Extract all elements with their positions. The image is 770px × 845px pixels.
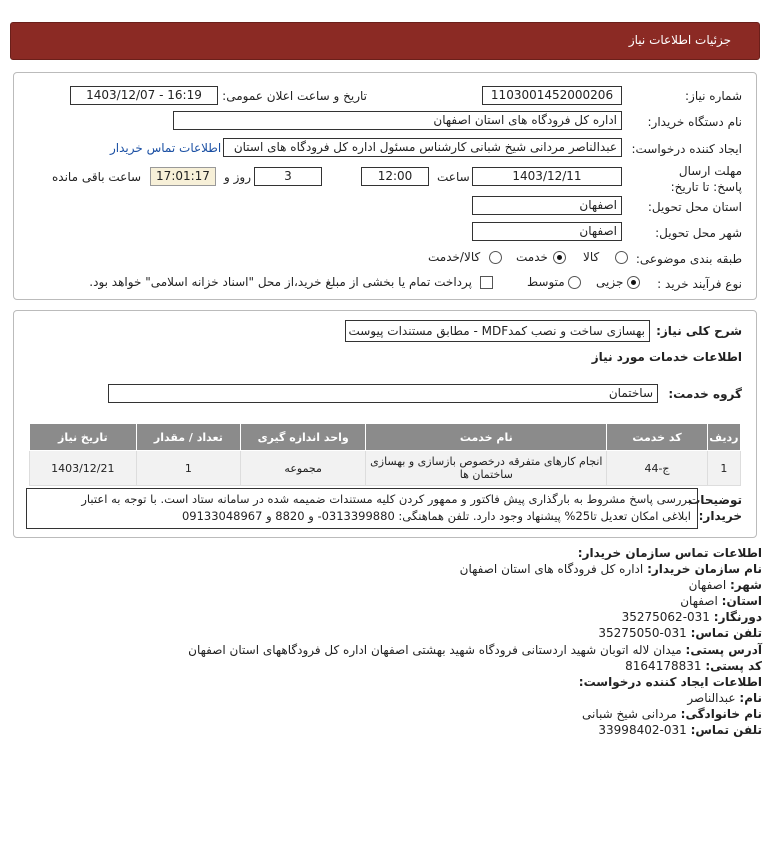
- name-label: نام:: [739, 690, 762, 705]
- process-radio-minor[interactable]: [627, 276, 640, 289]
- page-header: [10, 22, 760, 60]
- days-label: روز و: [224, 170, 251, 184]
- contact-city-label: شهر:: [730, 578, 762, 593]
- process-option-minor: جزیی: [596, 275, 624, 289]
- deadline-date-field: 1403/12/11: [472, 167, 622, 186]
- col-code: کد خدمت: [607, 424, 707, 451]
- org-value: اداره کل فرودگاه های استان اصفهان: [459, 562, 644, 577]
- remaining-label: ساعت باقی مانده: [52, 170, 142, 184]
- postal-label: کد پستی:: [705, 658, 762, 673]
- col-name: نام خدمت: [366, 424, 607, 451]
- process-radio-medium[interactable]: [568, 276, 581, 289]
- service-group-field: ساختمان: [108, 384, 658, 403]
- announce-field: 1403/12/07 - 16:19: [70, 86, 218, 105]
- contact-title: اطلاعات تماس سازمان خریدار:: [577, 546, 762, 560]
- days-field: 3: [254, 167, 322, 186]
- process-option-medium: متوسط: [527, 275, 565, 289]
- cell-unit: مجموعه: [241, 451, 366, 486]
- city-field: اصفهان: [472, 222, 622, 241]
- table-row: [30, 451, 741, 486]
- category-option-goods: کالا: [583, 250, 600, 264]
- notes-line-2: ابلاغی امکان تعدیل تا25% پیشنهاد وجود دارد. تلفن هماهنگی: 0313399880- و 8820 و 09133048967: [181, 509, 691, 523]
- buyer-contact-link[interactable]: اطلاعات تماس خریدار: [110, 141, 222, 155]
- deadline-label: مهلت ارسال پاسخ: تا تاریخ:: [670, 164, 742, 194]
- family-label: نام خانوادگی:: [680, 706, 762, 721]
- province-label: استان محل تحویل:: [647, 200, 742, 214]
- buyer-field: اداره کل فرودگاه های استان اصفهان: [173, 111, 622, 130]
- creator-info-title: اطلاعات ایجاد کننده درخواست:: [578, 674, 762, 689]
- contact-province-value: اصفهان: [680, 594, 718, 609]
- time-label: ساعت: [437, 170, 470, 184]
- category-radio-service[interactable]: [553, 251, 566, 264]
- contact-city-value: اصفهان: [688, 578, 727, 593]
- address-label: آدرس پستی:: [685, 642, 762, 657]
- city-label: شهر محل تحویل:: [655, 226, 742, 240]
- cell-name: انجام کارهای متفرقه درخصوص بازسازی و بهسازی ساختمان ها: [366, 451, 607, 486]
- province-field: اصفهان: [472, 196, 622, 215]
- need-number-label: شماره نیاز:: [685, 89, 742, 103]
- cell-date: 1403/12/21: [30, 451, 137, 486]
- buyer-label: نام دستگاه خریدار:: [647, 115, 742, 129]
- col-qty: تعداد / مقدار: [136, 424, 240, 451]
- table-header-row: [30, 424, 741, 451]
- notes-line-1: بررسی پاسخ مشروط به بارگذاری پیش فاکتور و ممهور کردن کلیه مستندات ضمیمه شده در سامانه ستاد است. با توجه به اعتبار: [81, 492, 691, 506]
- remaining-time-field: 17:01:17: [150, 167, 216, 186]
- category-option-goods-service: کالا/خدمت: [428, 250, 481, 264]
- postal-value: 8164178831: [625, 658, 702, 673]
- notes-box: [26, 488, 698, 529]
- cell-row: 1: [707, 451, 740, 486]
- fax-value: 031-35275062: [621, 610, 710, 625]
- family-value: مردانی شیخ شبانی: [582, 706, 677, 721]
- service-group-label: گروه خدمت:: [668, 387, 742, 401]
- cell-code: ج-44: [607, 451, 707, 486]
- need-number-field: 1103001452000206: [482, 86, 622, 105]
- cell-qty: 1: [136, 451, 240, 486]
- category-option-service: خدمت: [516, 250, 548, 264]
- services-table: [29, 423, 741, 486]
- col-row: ردیف: [707, 424, 740, 451]
- category-radio-goods[interactable]: [615, 251, 628, 264]
- deadline-time-field: 12:00: [361, 167, 429, 186]
- col-date: تاریخ نیاز: [30, 424, 137, 451]
- process-label: نوع فرآیند خرید :: [657, 277, 742, 291]
- services-title: اطلاعات خدمات مورد نیاز: [591, 350, 742, 364]
- creator-label: ایجاد کننده درخواست:: [631, 142, 742, 156]
- phone-value: 031-35275050: [598, 626, 687, 641]
- col-unit: واحد اندازه گیری: [241, 424, 366, 451]
- page-title: جزئیات اطلاعات نیاز: [628, 33, 731, 47]
- payment-note: پرداخت تمام یا بخشی از مبلغ خرید،از محل "اسناد خزانه اسلامی" خواهد بود.: [89, 275, 472, 289]
- phone-label: تلفن تماس:: [690, 626, 762, 641]
- description-label: شرح کلی نیاز:: [656, 324, 742, 338]
- creator-phone-label: تلفن تماس:: [690, 723, 762, 738]
- fax-label: دورنگار:: [713, 610, 762, 625]
- announce-label: تاریخ و ساعت اعلان عمومی:: [222, 89, 367, 103]
- address-value: میدان لاله اتوبان شهید اردستانی فرودگاه شهید بهشتی اصفهان اداره کل فرودگاههای استان اصفهان: [188, 642, 682, 657]
- name-value: عبدالناصر: [687, 690, 736, 705]
- contact-province-label: استان:: [721, 594, 762, 609]
- description-field: بهسازی ساخت و نصب کمدMDF - مطابق مستندات پیوست: [345, 320, 650, 342]
- creator-phone-value: 031-33998402: [598, 723, 687, 738]
- creator-field: عبدالناصر مردانی شیخ شبانی کارشناس مسئول اداره کل فرودگاه های استان: [223, 138, 622, 157]
- notes-label: توضیحات خریدار:: [688, 493, 742, 523]
- category-label: طبقه بندی موضوعی:: [635, 252, 742, 266]
- contact-section: [22, 545, 762, 738]
- org-label: نام سازمان خریدار:: [647, 562, 762, 577]
- treasury-payment-checkbox[interactable]: [480, 276, 493, 289]
- category-radio-goods-service[interactable]: [489, 251, 502, 264]
